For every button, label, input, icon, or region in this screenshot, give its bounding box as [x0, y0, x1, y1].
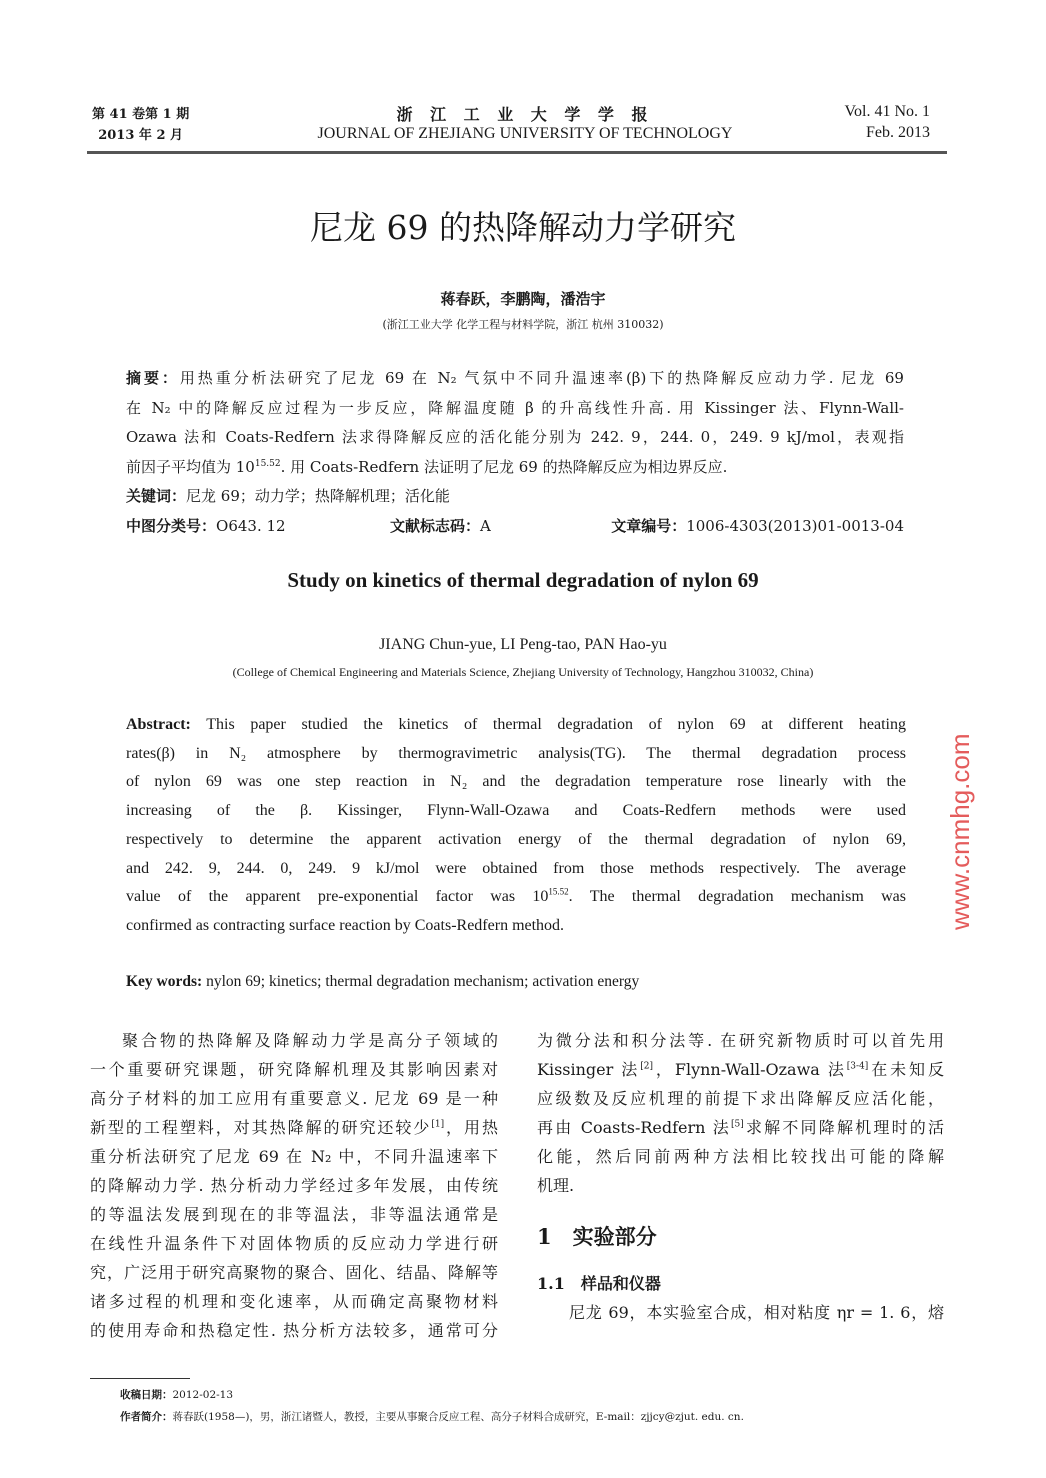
volume-info	[830, 101, 930, 143]
clc-value: O643. 12	[216, 516, 286, 535]
citation: [2]	[640, 1061, 653, 1072]
body-line	[90, 1113, 498, 1142]
received-date: 2012-02-13	[172, 1389, 234, 1401]
keywords-en	[126, 973, 639, 991]
footnote-rule	[90, 1378, 190, 1379]
body-line: 为微分法和积分法等. 在研究新物质时可以首先用	[537, 1031, 944, 1050]
date-cn: 2013 年 2 月	[98, 128, 184, 143]
title-cn: 尼龙 69 的热降解动力学研究	[310, 208, 736, 247]
text: value of the apparent pre-exponential factor was 10	[126, 888, 549, 906]
journal-en: JOURNAL OF ZHEJIANG UNIVERSITY OF TECHNOLOGY	[317, 125, 733, 142]
journal-name	[290, 102, 760, 143]
text: ，Flynn-Wall-Ozawa 法	[652, 1060, 847, 1079]
received-label: 收稿日期：	[120, 1389, 173, 1401]
abstract-cn	[126, 364, 904, 541]
classification-row	[126, 512, 904, 541]
abstract-line: Ozawa 法和 Coats-Redfern 法求得降解反应的活化能分别为 242. 9，244. 0，249. 9 kJ/mol，表观指	[126, 428, 904, 446]
body-line: 一个重要研究课题，研究降解机理及其影响因素对	[90, 1060, 498, 1079]
section-heading: 1 实验部分	[537, 1224, 657, 1249]
body-line	[537, 1113, 944, 1142]
abstract-line: 用热重分析法研究了尼龙 69 在 N₂ 气氛中不同升温速率(β)下的热降解反应动力学. 尼龙 69	[179, 369, 904, 387]
abstract-line: 在 N₂ 中的降解反应过程为一步反应，降解温度随 β 的升高线性升高. 用 Kissinger 法、Flynn-Wall-	[126, 398, 904, 417]
text: Kissinger 法	[537, 1060, 641, 1079]
clc-label: 中图分类号：	[126, 516, 217, 535]
body-line: 机理.	[537, 1176, 575, 1195]
superscript: 15.52	[254, 458, 281, 469]
article-no-label: 文章编号：	[611, 516, 687, 535]
body-line: 尼龙 69，本实验室合成，相对粘度 ηr = 1. 6，熔	[569, 1303, 944, 1322]
issue-info	[92, 104, 189, 146]
text: . 用 Coats-Redfern 法证明了尼龙 69 的热降解反应为相边界反应.	[280, 457, 728, 476]
text: 求解不同降解机理时的活	[743, 1118, 944, 1137]
body-line: 的使用寿命和热稳定性. 热分析方法较多，通常可分	[90, 1321, 498, 1340]
affiliation-en: (College of Chemical Engineering and Materials Science, Zhejiang University of Technology, Hangzhou 310032, China)	[232, 665, 814, 679]
keywords-en-label: Key words:	[126, 973, 203, 990]
abstract-line	[126, 453, 904, 483]
date-en: Feb. 2013	[866, 124, 930, 141]
author-bio: 蒋春跃(1958—)，男，浙江诸暨人，教授，主要从事聚合反应工程、高分子材料合成研究，E-mail：zjjcy@zjut. edu. cn.	[172, 1411, 744, 1423]
footnotes	[120, 1384, 744, 1428]
journal-cn: 浙 江 工 业 大 学 学 报	[396, 105, 654, 124]
body-line: 在线性升温条件下对固体物质的反应动力学进行研	[90, 1234, 498, 1253]
volume: Vol. 41 No. 1	[844, 103, 930, 120]
abstract-line: increasing of the β. Kissinger, Flynn-Wall-Ozawa and Coats-Redfern methods were used	[126, 802, 906, 820]
body-line: 应级数及反应机理的前提下求出降解反应活化能，	[537, 1089, 944, 1108]
text: 再由 Coasts-Redfern 法	[537, 1118, 731, 1137]
keywords-cn	[126, 482, 904, 512]
abstract-line: and 242. 9, 244. 0, 249. 9 kJ/mol were obtained from those methods respectively. The average	[126, 859, 906, 877]
citation: [3-4]	[846, 1061, 869, 1072]
author-bio-label: 作者简介：	[120, 1411, 173, 1423]
abstract-line: confirmed as contracting surface reaction by Coats-Redfern method.	[126, 916, 565, 934]
text: 前因子平均值为 10	[126, 457, 255, 476]
watermark: www.cnmhg.com	[945, 733, 975, 930]
body-line: 聚合物的热降解及降解动力学是高分子领域的	[122, 1031, 498, 1050]
body-line: 究，广泛用于研究高聚物的聚合、固化、结晶、降解等	[90, 1263, 498, 1282]
issue-cn: 第 41 卷第 1 期	[92, 107, 190, 122]
header-rule	[87, 151, 947, 154]
abstract-en	[126, 711, 906, 941]
abstract-line: This paper studied the kinetics of thermal degradation of nylon 69 at different heating	[190, 716, 906, 733]
superscript: 15.52	[548, 886, 569, 897]
abstract-en-label: Abstract:	[126, 716, 191, 733]
body-left-column	[90, 1026, 498, 1345]
affiliation-cn: (浙江工业大学 化学工程与材料学院，浙江 杭州 310032)	[382, 318, 664, 331]
body-line: 的降解动力学. 热分析动力学经过多年发展，由传统	[90, 1176, 498, 1195]
authors-cn: 蒋春跃，李鹏陶，潘浩宇	[440, 290, 606, 308]
abstract-line	[126, 883, 906, 912]
text: 在未知反	[868, 1060, 944, 1079]
text: 新型的工程塑料，对其热降解的研究还较少	[90, 1118, 432, 1137]
body-line: 化能，然后同前两种方法相比较找出可能的降解	[537, 1147, 944, 1166]
body-line	[537, 1055, 944, 1084]
keywords-value: 尼龙 69；动力学；热降解机理；活化能	[186, 487, 450, 505]
abstract-line: of nylon 69 was one step reaction in N₂ and the degradation temperature rose linearly with the	[126, 773, 906, 791]
body-line: 的等温法发展到现在的非等温法，非等温法通常是	[90, 1205, 498, 1224]
citation: [5]	[730, 1119, 744, 1130]
citation: [1]	[431, 1119, 445, 1130]
body-line: 高分子材料的加工应用有重要意义. 尼龙 69 是一种	[90, 1089, 498, 1108]
authors-en: JIANG Chun-yue, LI Peng-tao, PAN Hao-yu	[379, 636, 667, 653]
text: . The thermal degradation mechanism was	[568, 888, 906, 906]
text: ，用热	[444, 1118, 498, 1137]
abstract-line: rates(β) in N₂ atmosphere by thermogravimetric analysis(TG). The thermal degradation process	[126, 744, 906, 762]
keywords-label: 关键词：	[126, 487, 187, 505]
abstract-label: 摘要：	[126, 369, 180, 387]
title-en: Study on kinetics of thermal degradation of nylon 69	[287, 568, 759, 592]
article-no-value: 1006-4303(2013)01-0013-04	[686, 516, 904, 535]
body-line: 重分析法研究了尼龙 69 在 N₂ 中，不同升温速率下	[90, 1147, 498, 1166]
subsection-heading: 1.1 样品和仪器	[537, 1274, 661, 1293]
abstract-line: respectively to determine the apparent activation energy of the thermal degradation of nylon 69,	[126, 830, 906, 848]
doc-code-label: 文献标志码：	[390, 516, 481, 535]
body-right-column	[537, 1026, 944, 1327]
body-line: 诸多过程的机理和变化速率，从而确定高聚物材料	[90, 1292, 498, 1311]
keywords-en-value: nylon 69; kinetics; thermal degradation mechanism; activation energy	[202, 973, 640, 990]
doc-code-value: A	[480, 516, 491, 535]
